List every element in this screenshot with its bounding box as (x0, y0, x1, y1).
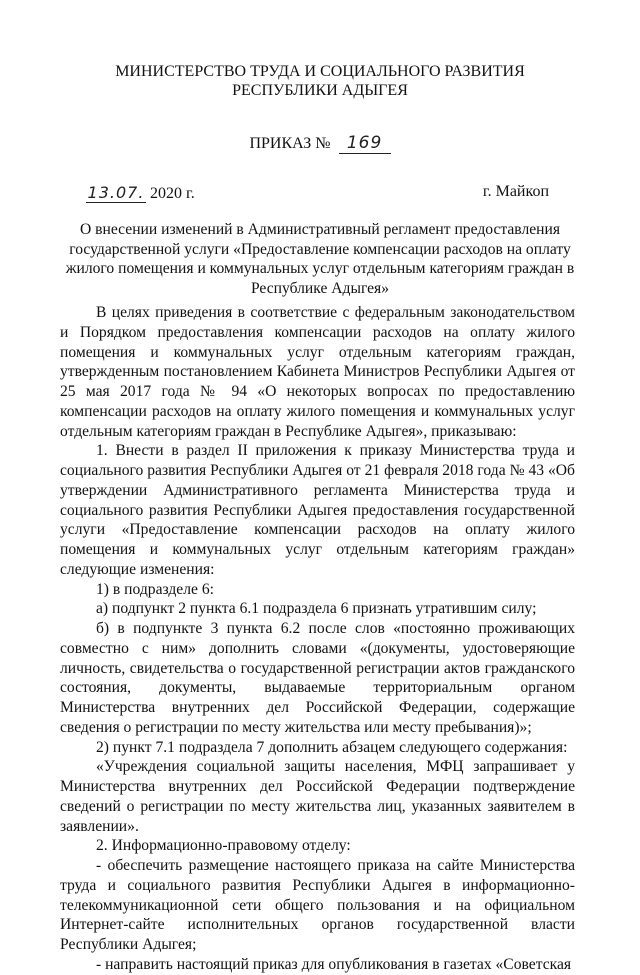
paragraph-item-2-bullet-2: - направить настоящий приказ для опубликования в газетах «Советская (96, 955, 572, 973)
order-label: ПРИКАЗ № (249, 135, 331, 152)
paragraph-sub-2: 2) пункт 7.1 подраздела 7 дополнить абзацем следующего содержания: (96, 738, 568, 756)
order-subject: О внесении изменений в Административный регламент предоставления государственной услуги «Предоставление компенсации расходов на оплату жилого помещения и коммунальных услуг отдельным категориям граждан в Республике Адыгея» (65, 221, 575, 297)
paragraph-quote: «Учреждения социальной защиты населения, МФЦ запрашивает у Министерства внутренних дел Российской Федерации подтверждение сведений о регистрации по месту жительства лиц, указанных заявителем в заявлении». (60, 758, 575, 835)
date-year: 2020 г. (150, 185, 195, 202)
ministry-title-line-1: МИНИСТЕРСТВО ТРУДА И СОЦИАЛЬНОГО РАЗВИТИЯ (115, 63, 525, 80)
paragraph-item-2-bullet-1: - обеспечить размещение настоящего приказа на сайте Министерства труда и социального развития Республики Адыгея в информационно-телекоммуникационной сети общего пользования и на официальном Интернет-сайте исполнительных органов государственной власти Республики Адыгея; (60, 857, 575, 953)
paragraph-sub-1: 1) в подразделе 6: (96, 580, 214, 598)
order-body (60, 303, 575, 975)
order-heading (0, 133, 640, 154)
paragraph-preamble: В целях приведения в соответствие с федеральным законодательством и Порядком предоставления компенсации расходов на оплату жилого помещения и коммунальных услуг отдельным категориям граждан, утвержденным постановлением Кабинета Министров Республики Адыгея от 25 мая 2017 года № 94 «О некоторых вопросах по предоставлению компенсации расходов на оплату жилого помещения и коммунальных услуг отдельным категориям граждан в Республике Адыгея», приказываю: (60, 304, 575, 440)
order-date (86, 183, 195, 203)
ministry-title-line-2: РЕСПУБЛИКИ АДЫГЕЯ (232, 82, 408, 99)
paragraph-sub-1a: а) подпункт 2 пункта 6.1 подраздела 6 признать утратившим силу; (96, 600, 537, 618)
order-number-handwritten: 169 (339, 133, 391, 154)
date-handwritten: 13.07. (87, 183, 145, 202)
paragraph-item-1: 1. Внести в раздел II приложения к приказу Министерства труда и социального развития Республики Адыгея от 21 февраля 2018 года № 43 «Об утверждении Административного регламента Министерства труда и социального развития Республики Адыгея предоставления государственной услуги «Предоставление компенсации расходов на оплату жилого помещения и коммунальных услуг отдельным категориям граждан» следующие изменения: (60, 442, 575, 578)
paragraph-item-2: 2. Информационно-правовому отделу: (96, 837, 351, 855)
paragraph-sub-1b: б) в подпункте 3 пункта 6.2 после слов «постоянно проживающих совместно с ним» дополнить словами «(документы, удостоверяющие личность, свидетельства о государственной регистрации актов гражданского состояния, документы, выдаваемые территориальным органом Министерства внутренних дел Российской Федерации, содержащие сведения о регистрации по месту жительства или месту пребывания)»; (60, 620, 575, 736)
order-city: г. Майкоп (482, 183, 549, 200)
